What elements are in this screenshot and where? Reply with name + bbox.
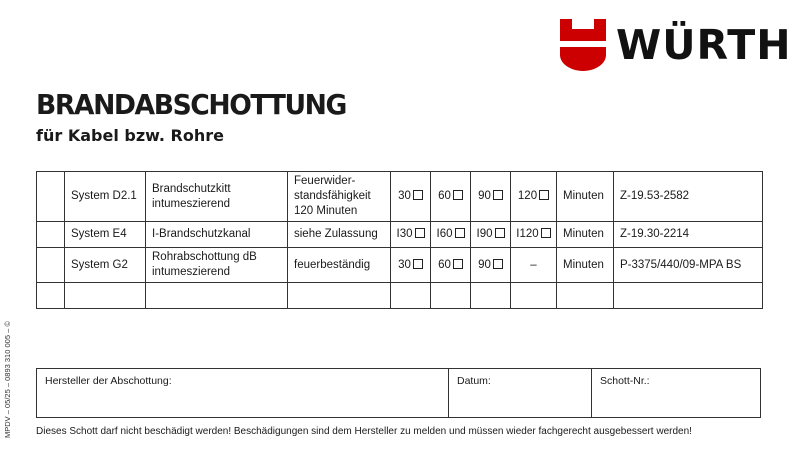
approval-number-cell-text: Z-19.53-2582 [620,190,690,202]
date-field[interactable] [448,369,592,417]
rating-cell-text: siehe Zulassung [294,228,378,240]
row-select-cell[interactable] [37,248,65,283]
row-select-cell[interactable] [37,172,65,222]
duration-option-cell[interactable] [391,248,431,283]
duration-option-cell[interactable] [511,172,557,222]
date-label: Datum: [457,375,491,387]
duration-option-cell[interactable] [471,172,511,222]
approval-number-cell [614,222,763,248]
duration-checkbox[interactable] [541,228,551,238]
duration-checkbox[interactable] [495,228,505,238]
type-cell [146,283,288,309]
type-cell [146,222,288,248]
rating-cell-text: feuerbeständig [294,258,371,271]
duration-option-cell-text: 60 [438,190,451,202]
duration-option-cell[interactable] [431,248,471,283]
wurth-logo [560,19,792,71]
document-title: BRANDABSCHOTTUNG [36,88,346,121]
duration-option-cell [511,283,557,309]
type-cell [146,248,288,283]
type-cell-text: I-Brandschutzkanal [152,228,251,240]
unit-cell-text: Minuten [563,228,604,240]
duration-option-cell[interactable] [391,222,431,248]
unit-cell [557,248,614,283]
duration-option-cell [391,283,431,309]
rating-cell-text: Feuerwider-standsfähigkeit 120 Minuten [294,175,371,217]
duration-checkbox[interactable] [539,190,549,200]
duration-checkbox[interactable] [415,228,425,238]
duration-option-cell [511,248,557,283]
system-cell [65,172,146,222]
rating-cell [288,172,391,222]
system-cell [65,248,146,283]
duration-option-cell[interactable] [431,172,471,222]
duration-checkbox[interactable] [453,259,463,269]
fire-seal-table [36,171,763,309]
rating-cell [288,283,391,309]
duration-option-cell-text: 30 [398,190,411,202]
unit-cell [557,172,614,222]
duration-option-cell-text: I120 [516,228,539,240]
system-cell-text: System E4 [71,228,127,240]
manufacturer-label: Hersteller der Abschottung: [45,375,172,387]
duration-option-cell-text: 120 [517,190,538,202]
wurth-logo-mark-icon [560,19,606,71]
disclaimer-text: Dieses Schott darf nicht beschädigt werden! Beschädigungen sind dem Hersteller zu melden und müssen wieder fachgerecht ausgebessert werden! [36,426,692,437]
approval-number-cell [614,283,763,309]
duration-option-cell-text: 90 [478,258,491,271]
unit-cell [557,222,614,248]
manufacturer-field[interactable] [37,369,448,417]
duration-option-cell[interactable] [391,172,431,222]
table-row [37,283,763,309]
duration-option-cell[interactable] [471,248,511,283]
label-info-box [36,368,761,418]
duration-option-cell[interactable] [471,222,511,248]
form-code-text: MPDV – 05/25 – 0893 310 005 – © [3,321,12,438]
system-cell-text: System G2 [71,258,128,271]
seal-number-label: Schott-Nr.: [600,375,650,387]
type-cell-text: Brandschutzkitt intumeszierend [152,182,231,210]
duration-option-cell-text: – [530,258,537,271]
duration-option-cell-text: 90 [478,190,491,202]
rating-cell [288,222,391,248]
type-cell-text: Rohrabschottung dB intumeszierend [152,251,257,278]
table-row [37,222,763,248]
table-row [37,248,763,283]
duration-option-cell-text: 60 [438,258,451,271]
system-cell [65,283,146,309]
duration-option-cell[interactable] [431,222,471,248]
duration-option-cell-text: I30 [396,228,413,240]
approval-number-cell [614,248,763,283]
type-cell [146,172,288,222]
rating-cell [288,248,391,283]
duration-option-cell[interactable] [511,222,557,248]
duration-checkbox[interactable] [493,190,503,200]
unit-cell [557,283,614,309]
system-cell-text: System D2.1 [71,190,137,202]
row-select-cell[interactable] [37,283,65,309]
row-select-cell[interactable] [37,222,65,248]
document-subtitle: für Kabel bzw. Rohre [36,126,224,145]
unit-cell-text: Minuten [563,258,604,271]
duration-option-cell-text: 30 [398,258,411,271]
system-cell [65,222,146,248]
unit-cell-text: Minuten [563,190,604,202]
duration-option-cell-text: I60 [436,228,453,240]
approval-number-cell [614,172,763,222]
form-code-vertical [3,321,13,438]
duration-checkbox[interactable] [455,228,465,238]
duration-checkbox[interactable] [413,190,423,200]
table-row [37,172,763,222]
duration-checkbox[interactable] [413,259,423,269]
duration-option-cell-text: I90 [476,228,493,240]
brand-name: WÜRTH [616,21,792,69]
duration-option-cell [431,283,471,309]
approval-number-cell-text: Z-19.30-2214 [620,228,690,240]
duration-checkbox[interactable] [453,190,463,200]
seal-number-field[interactable] [591,369,762,417]
duration-checkbox[interactable] [493,259,503,269]
approval-number-cell-text: P-3375/440/09-MPA BS [620,258,742,271]
duration-option-cell [471,283,511,309]
